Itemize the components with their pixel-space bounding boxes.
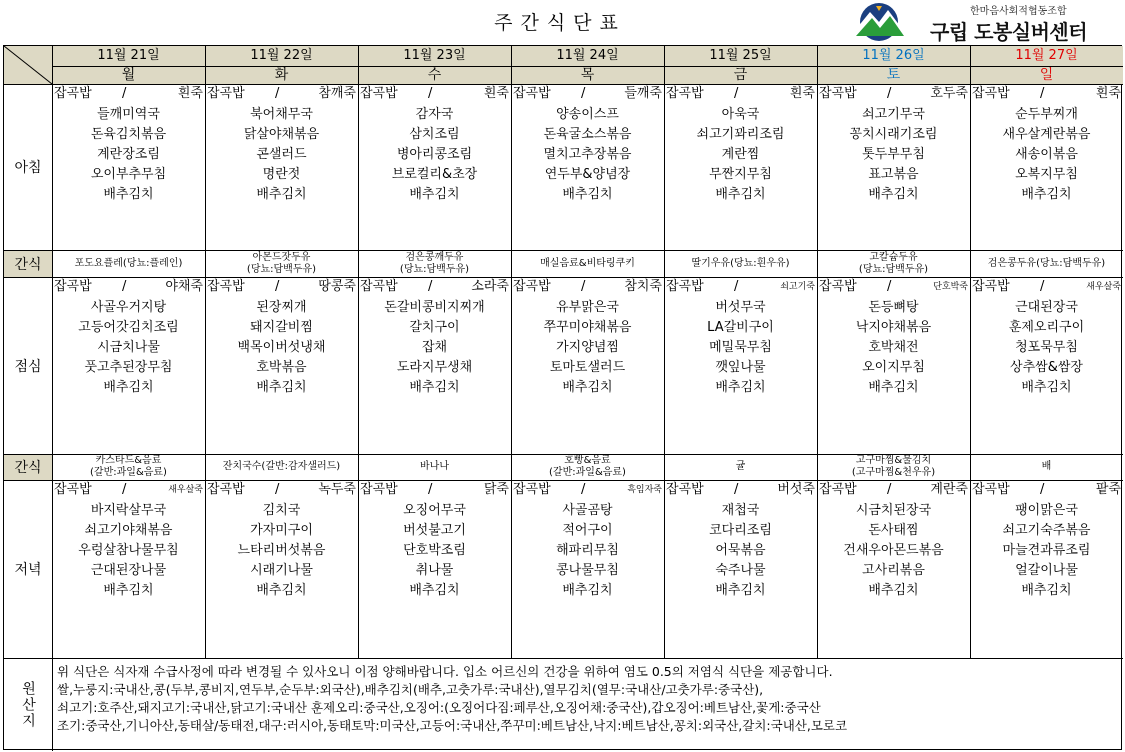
porridge-item: 계란죽 [930, 482, 968, 497]
rice-separator: / [734, 279, 739, 294]
menu-dish: 멸치고추장볶음 [543, 147, 632, 162]
rice-porridge-row [54, 481, 203, 499]
origin-line: 쇠고기:호주산,돼지고기:국내산,닭고기:국내산 훈제오리:중국산,오징어:(오징어다짐:페루산,오징어채:중국산),갑오징어:베트남산,꽃게:중국산 [57, 700, 821, 715]
menu-dish: 근대된장나물 [90, 563, 167, 578]
rice-separator: / [1040, 86, 1045, 101]
rice-porridge-row [207, 278, 356, 296]
grid-row-line [4, 250, 1123, 251]
menu-dish: 돈갈비콩비지찌개 [384, 300, 485, 315]
origin-line: 쌀,누룽지:국내산,콩(두부,콩비지,연두부,순두부:외국산),배추김치(배추,고춧가루:국내산),열무김치(열무:국내산/고춧가루:중국산), [57, 682, 764, 697]
menu-dish: 백목이버섯냉채 [237, 340, 326, 355]
menu-dish: 들깨미역국 [97, 107, 160, 122]
breakfast-cell [358, 84, 511, 250]
menu-dish: 버섯무국 [715, 300, 766, 315]
dinner-cell [205, 480, 358, 658]
breakfast-label: 아침 [14, 160, 42, 176]
rice-porridge-row [819, 85, 968, 103]
rice-item: 잡곡밥 [972, 86, 1010, 101]
weekly-menu-table [3, 45, 1122, 750]
menu-dish: 삼치조림 [409, 127, 460, 142]
menu-dish: 오이부추무침 [90, 167, 167, 182]
lunch-cell [817, 277, 970, 454]
menu-dish: 돈사태찜 [868, 523, 919, 538]
breakfast-cell [970, 84, 1123, 250]
menu-dish: 청포묵무침 [1015, 340, 1078, 355]
menu-dish: 갈치구이 [409, 320, 460, 335]
porridge-item: 흰죽 [789, 86, 815, 101]
menu-dish: 양송이스프 [556, 107, 619, 122]
dinner-cell [358, 480, 511, 658]
menu-dish: 배추김치 [562, 583, 613, 598]
menu-dish: 아욱국 [721, 107, 760, 122]
grid-row-line [52, 66, 1123, 67]
rice-porridge-row [513, 85, 662, 103]
breakfast-cell [817, 84, 970, 250]
dinner-cell [817, 480, 970, 658]
grid-row-line [4, 277, 1123, 278]
menu-dish: 마늘견과류조림 [1002, 543, 1091, 558]
snack_am-item: 포도요플레(당뇨:플레인) [74, 257, 183, 269]
menu-dish: 돈육굴소스볶음 [543, 127, 632, 142]
rice-item: 잡곡밥 [54, 279, 92, 294]
day-of-week: 일 [970, 66, 1123, 85]
rice-item: 잡곡밥 [360, 86, 398, 101]
origin-line: 조기:중국산,기니아산,동태살/동태전,대구:러시아,동태토막:미국산,고등어:국내산,쭈꾸미:베트남산,낙지:베트남산,꽁치:외국산,갈치:국내산,모로코 [57, 718, 848, 733]
rice-separator: / [122, 482, 127, 497]
lunch-label: 점심 [14, 358, 42, 375]
rice-porridge-row [360, 85, 509, 103]
menu-dish: 배추김치 [409, 187, 460, 202]
grid-row-line [4, 84, 1123, 85]
rice-separator: / [428, 86, 433, 101]
porridge-item: 참치죽 [624, 279, 662, 294]
porridge-item: 단호박죽 [933, 282, 968, 292]
menu-dish: 북어채무국 [250, 107, 313, 122]
snack_pm-item: 호빵&음료 (갈반:과일&음료) [549, 455, 626, 478]
day-of-week: 토 [817, 66, 970, 85]
lunch-cell [52, 277, 205, 454]
snack_am-item: 딸기우유(당뇨:흰우유) [691, 257, 790, 269]
origin-line: 위 식단은 식자재 수급사정에 따라 변경될 수 있사오니 이점 양해바랍니다. 입소 어르신의 건강을 위하여 염도 0.5의 저염식 식단을 제공합니다. [57, 664, 833, 679]
rice-porridge-row [972, 278, 1121, 296]
menu-dish: 명란젓 [262, 167, 301, 182]
rice-separator: / [887, 279, 892, 294]
rice-item: 잡곡밥 [666, 279, 704, 294]
menu-dish: 쇠고기꽈리조림 [696, 127, 785, 142]
menu-dish: 근대된장국 [1015, 300, 1078, 315]
rice-porridge-row [54, 278, 203, 296]
menu-dish: 배추김치 [409, 583, 460, 598]
breakfast-cell [205, 84, 358, 250]
day-of-week: 화 [205, 66, 358, 85]
day-of-week: 금 [664, 66, 817, 85]
origin-label: 원산지 [20, 680, 36, 729]
origin-notes [53, 658, 1121, 750]
grid-col-line [970, 46, 971, 658]
rice-porridge-row [666, 481, 815, 499]
porridge-item: 팥죽 [1095, 482, 1121, 497]
rice-item: 잡곡밥 [666, 86, 704, 101]
snack_pm-item: 배 [1041, 461, 1052, 472]
rice-item: 잡곡밥 [819, 482, 857, 497]
rice-separator: / [275, 86, 280, 101]
lunch-cell [511, 277, 664, 454]
menu-dish: 배추김치 [103, 583, 154, 598]
rice-separator: / [734, 86, 739, 101]
logo-subtitle: 한마음사회적협동조합 [970, 6, 1067, 17]
rice-separator: / [887, 86, 892, 101]
day-date: 11월 24일 [511, 46, 664, 66]
menu-dish: 감자국 [415, 107, 454, 122]
menu-dish: 배추김치 [1021, 583, 1072, 598]
snack_am-item: 아몬드잣두유 (당뇨:담백두유) [246, 251, 317, 275]
menu-dish: 해파리무침 [556, 543, 619, 558]
day-date: 11월 25일 [664, 46, 817, 66]
grid-row-line [4, 480, 1123, 481]
menu-dish: 연두부&양념장 [544, 167, 631, 182]
day-date: 11월 22일 [205, 46, 358, 66]
snack_pm-item: 고구마찜&물김치 (고구마찜&천우유) [851, 455, 936, 478]
lunch-cell [970, 277, 1123, 454]
rice-porridge-row [207, 85, 356, 103]
menu-dish: 숙주나물 [715, 563, 766, 578]
rice-porridge-row [666, 85, 815, 103]
rice-porridge-row [207, 481, 356, 499]
menu-dish: 된장찌개 [256, 300, 307, 315]
menu-dish: 배추김치 [1021, 187, 1072, 202]
menu-dish: 우렁살참나물무침 [78, 543, 179, 558]
porridge-item: 흰죽 [483, 86, 509, 101]
page-title: 주간식단표 [494, 12, 626, 34]
snack_pm-item: 카스타드&음료 (갈반:과일&음료) [90, 455, 167, 478]
menu-dish: 버섯불고기 [403, 523, 466, 538]
breakfast-cell [52, 84, 205, 250]
porridge-item: 호두죽 [930, 86, 968, 101]
porridge-item: 땅콩죽 [318, 279, 356, 294]
menu-dish: 꽁치시래기조림 [849, 127, 938, 142]
menu-dish: 닭살야채볶음 [243, 127, 320, 142]
dinner-cell [511, 480, 664, 658]
menu-dish: 가자미구이 [250, 523, 313, 538]
menu-dish: 쇠고기숙주볶음 [1002, 523, 1091, 538]
menu-dish: 시금치된장국 [855, 503, 932, 518]
rice-item: 잡곡밥 [513, 482, 551, 497]
dinner-cell [664, 480, 817, 658]
menu-dish: 배추김치 [715, 583, 766, 598]
menu-dish: 코다리조림 [709, 523, 772, 538]
rice-separator: / [275, 482, 280, 497]
menu-dish: 가지양념찜 [556, 340, 619, 355]
rice-separator: / [1040, 279, 1045, 294]
porridge-item: 버섯죽 [777, 482, 815, 497]
rice-item: 잡곡밥 [54, 86, 92, 101]
menu-dish: 고사리볶음 [862, 563, 925, 578]
grid-col-line [205, 46, 206, 658]
grid-col-line [817, 46, 818, 658]
rice-separator: / [428, 482, 433, 497]
rice-porridge-row [972, 481, 1121, 499]
rice-porridge-row [513, 278, 662, 296]
menu-dish: 오징어무국 [403, 503, 466, 518]
day-date: 11월 21일 [52, 46, 205, 66]
rice-item: 잡곡밥 [819, 86, 857, 101]
grid-col-line [52, 46, 53, 751]
menu-dish: 토마토샐러드 [549, 360, 626, 375]
breakfast-cell [511, 84, 664, 250]
rice-porridge-row [819, 278, 968, 296]
breakfast-cell [664, 84, 817, 250]
menu-dish: 낙지야채볶음 [855, 320, 932, 335]
dinner-cell [970, 480, 1123, 658]
menu-dish: 브로컬리&초장 [391, 167, 478, 182]
header [0, 0, 1125, 44]
day-of-week: 목 [511, 66, 664, 85]
porridge-item: 쇠고기죽 [780, 282, 815, 292]
menu-dish: 잡채 [421, 340, 448, 355]
menu-dish: 김치국 [262, 503, 301, 518]
menu-dish: 계란찜 [721, 147, 760, 162]
menu-dish: 건새우아몬드볶음 [843, 543, 944, 558]
menu-dish: 배추김치 [868, 583, 919, 598]
porridge-item: 흰죽 [1095, 86, 1121, 101]
menu-dish: 시래기나물 [250, 563, 313, 578]
porridge-item: 야채죽 [165, 279, 203, 294]
rice-porridge-row [972, 85, 1121, 103]
menu-dish: 호박채전 [868, 340, 919, 355]
porridge-item: 새우살죽 [1086, 282, 1121, 292]
menu-dish: 새송이볶음 [1015, 147, 1078, 162]
rice-separator: / [581, 279, 586, 294]
menu-dish: 고등어갓김치조림 [78, 320, 179, 335]
lunch-cell [358, 277, 511, 454]
rice-separator: / [1040, 482, 1045, 497]
porridge-item: 소라죽 [471, 279, 509, 294]
day-date: 11월 26일 [817, 46, 970, 66]
rice-item: 잡곡밥 [54, 482, 92, 497]
lunch-cell [664, 277, 817, 454]
day-of-week: 월 [52, 66, 205, 85]
menu-dish: 돈등뼈탕 [868, 300, 919, 315]
porridge-item: 닭죽 [483, 482, 509, 497]
rice-item: 잡곡밥 [513, 279, 551, 294]
snack_pm-item: 귤 [735, 461, 746, 472]
menu-dish: LA갈비구이 [707, 320, 774, 335]
rice-separator: / [275, 279, 280, 294]
menu-dish: 쇠고기야채볶음 [84, 523, 173, 538]
rice-item: 잡곡밥 [972, 279, 1010, 294]
menu-dish: 상추쌈&쌈장 [1010, 360, 1083, 375]
rice-item: 잡곡밥 [513, 86, 551, 101]
corner-diagonal [4, 46, 52, 84]
rice-separator: / [887, 482, 892, 497]
grid-col-line [358, 46, 359, 658]
rice-item: 잡곡밥 [360, 279, 398, 294]
menu-dish: 사골우거지탕 [90, 300, 167, 315]
grid-row-line [4, 454, 1123, 455]
rice-item: 잡곡밥 [360, 482, 398, 497]
menu-dish: 콘샐러드 [256, 147, 307, 162]
menu-dish: 오이지무침 [862, 360, 925, 375]
porridge-item: 흑임자죽 [627, 485, 662, 495]
menu-dish: 취나물 [415, 563, 454, 578]
menu-dish: 배추김치 [715, 380, 766, 395]
menu-dish: 병아리콩조림 [396, 147, 473, 162]
menu-dish: 배추김치 [715, 187, 766, 202]
menu-dish: 풋고추된장무침 [84, 360, 173, 375]
menu-dish: 돼지갈비찜 [250, 320, 313, 335]
porridge-item: 흰죽 [177, 86, 203, 101]
menu-dish: 배추김치 [103, 187, 154, 202]
menu-dish: 메밀묵무침 [709, 340, 772, 355]
snack_am-item: 검은콩깨두유 (당뇨:담백두유) [399, 251, 470, 275]
menu-dish: 배추김치 [256, 187, 307, 202]
day-date: 11월 23일 [358, 46, 511, 66]
menu-dish: 어묵볶음 [715, 543, 766, 558]
rice-separator: / [428, 279, 433, 294]
rice-porridge-row [666, 278, 815, 296]
menu-dish: 돈육김치볶음 [90, 127, 167, 142]
porridge-item: 참깨죽 [318, 86, 356, 101]
porridge-item: 새우살죽 [168, 485, 203, 495]
menu-dish: 무짠지무침 [709, 167, 772, 182]
rice-item: 잡곡밥 [819, 279, 857, 294]
menu-dish: 표고볶음 [868, 167, 919, 182]
rice-porridge-row [360, 481, 509, 499]
menu-dish: 재첩국 [721, 503, 760, 518]
menu-dish: 느타리버섯볶음 [237, 543, 326, 558]
menu-dish: 배추김치 [409, 380, 460, 395]
grid-col-line [664, 46, 665, 658]
rice-porridge-row [54, 85, 203, 103]
menu-dish: 배추김치 [103, 380, 154, 395]
menu-dish: 배추김치 [256, 380, 307, 395]
menu-dish: 깻잎나물 [715, 360, 766, 375]
menu-dish: 바지락살무국 [90, 503, 167, 518]
menu-dish: 배추김치 [256, 583, 307, 598]
porridge-item: 녹두죽 [318, 482, 356, 497]
menu-dish: 팽이맑은국 [1015, 503, 1078, 518]
rice-separator: / [581, 86, 586, 101]
menu-dish: 배추김치 [562, 380, 613, 395]
menu-dish: 호박볶음 [256, 360, 307, 375]
menu-dish: 오복지무침 [1015, 167, 1078, 182]
porridge-item: 들깨죽 [624, 86, 662, 101]
dinner-cell [52, 480, 205, 658]
menu-dish: 순두부찌개 [1015, 107, 1078, 122]
corner-cell [4, 46, 52, 84]
rice-separator: / [122, 86, 127, 101]
rice-porridge-row [513, 481, 662, 499]
menu-dish: 배추김치 [868, 380, 919, 395]
snack_am-item: 매실음료&비타링쿠키 [540, 257, 635, 269]
menu-dish: 얼갈이나물 [1015, 563, 1078, 578]
snack_pm-item: 바나나 [420, 461, 449, 472]
rice-item: 잡곡밥 [666, 482, 704, 497]
menu-dish: 적어구이 [562, 523, 613, 538]
menu-dish: 유부맑은국 [556, 300, 619, 315]
menu-dish: 새우살계란볶음 [1002, 127, 1091, 142]
menu-dish: 도라지무생채 [396, 360, 473, 375]
rice-separator: / [122, 279, 127, 294]
rice-porridge-row [360, 278, 509, 296]
rice-item: 잡곡밥 [207, 482, 245, 497]
menu-dish: 계란장조림 [97, 147, 160, 162]
grid-row-line [4, 658, 1123, 659]
rice-item: 잡곡밥 [207, 279, 245, 294]
snack_am-item: 검은콩두유(당뇨:담백두유) [987, 257, 1106, 269]
menu-dish: 쇠고기무국 [862, 107, 925, 122]
menu-dish: 사골곰탕 [562, 503, 613, 518]
grid-col-line [511, 46, 512, 658]
menu-dish: 콩나물무침 [556, 563, 619, 578]
rice-item: 잡곡밥 [972, 482, 1010, 497]
rice-item: 잡곡밥 [207, 86, 245, 101]
mountain-logo-icon [846, 2, 912, 42]
rice-separator: / [734, 482, 739, 497]
am-snack-label: 간식 [4, 250, 52, 277]
pm-snack-label: 간식 [4, 454, 52, 480]
rice-porridge-row [819, 481, 968, 499]
rice-separator: / [581, 482, 586, 497]
menu-dish: 톳두부무침 [862, 147, 925, 162]
lunch-cell [205, 277, 358, 454]
snack_pm-item: 잔치국수(갈반:감자샐러드) [222, 461, 341, 472]
menu-dish: 배추김치 [562, 187, 613, 202]
dinner-label: 저녁 [14, 562, 42, 578]
menu-dish: 훈제오리구이 [1008, 320, 1085, 335]
snack_am-item: 고칼슘두유 (당뇨:담백두유) [858, 251, 929, 275]
day-of-week: 수 [358, 66, 511, 85]
menu-dish: 배추김치 [1021, 380, 1072, 395]
day-date: 11월 27일 [970, 46, 1123, 66]
menu-dish: 시금치나물 [97, 340, 160, 355]
menu-dish: 쭈꾸미야채볶음 [543, 320, 632, 335]
menu-dish: 단호박조림 [403, 543, 466, 558]
logo-title: 구립 도봉실버센터 [930, 20, 1088, 44]
menu-dish: 배추김치 [868, 187, 919, 202]
